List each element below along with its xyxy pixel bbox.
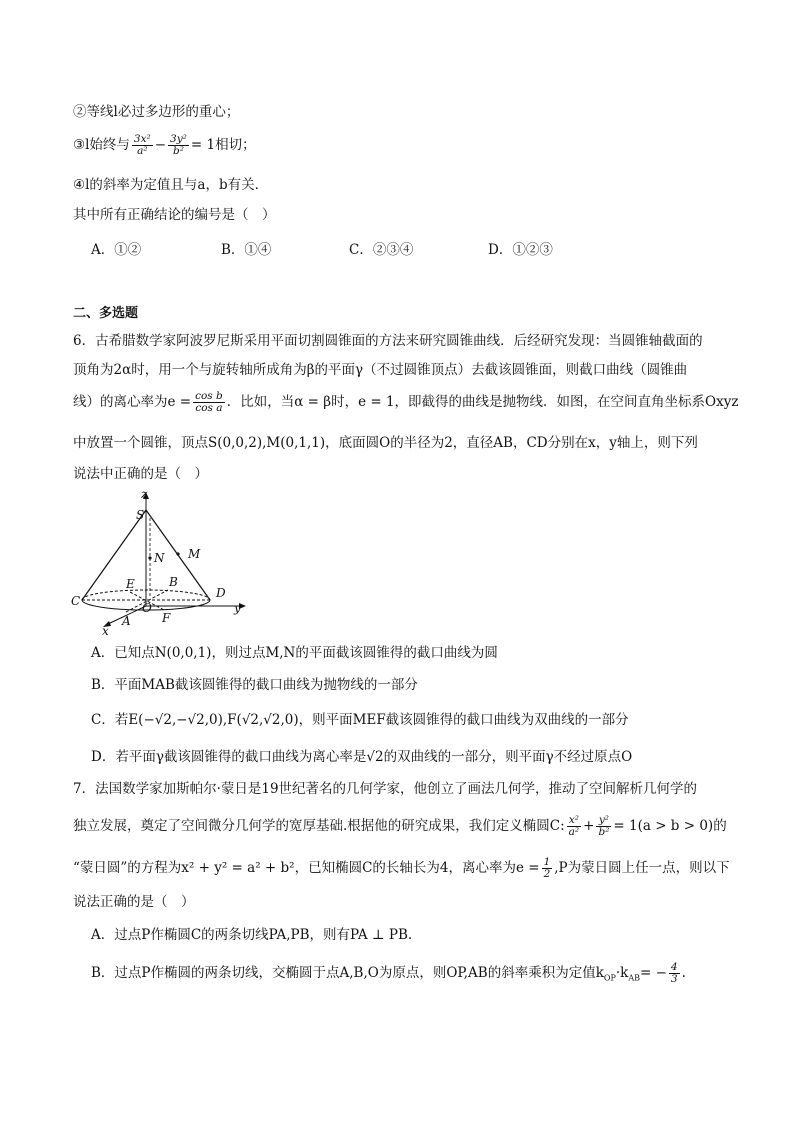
fraction-numerator: 4	[670, 961, 678, 973]
q5-statement-4: ④l的斜率为定值且与a，b有关．	[73, 177, 269, 193]
fraction-denominator: b²	[598, 826, 610, 838]
label-b: B	[169, 575, 178, 589]
q5-option-d: D．①②③	[488, 242, 553, 258]
q7-option-b	[91, 962, 686, 988]
subscript-op: OP	[603, 973, 616, 983]
fraction-numerator: 1	[543, 856, 551, 868]
fraction-numerator: x²	[567, 815, 581, 827]
q7-option-a: A．过点P作椭圆C的两条切线PA,PB，则有PA ⊥ PB.	[91, 927, 413, 943]
plus-sign: +	[583, 818, 595, 834]
fraction	[567, 815, 581, 838]
q6-eccentricity-prefix: 线）的离心率为e =	[73, 394, 192, 410]
point-n	[148, 556, 151, 559]
fraction-denominator: cos a	[195, 402, 223, 414]
label-s: S	[136, 508, 145, 522]
label-x: x	[102, 624, 109, 638]
subscript-ab: AB	[628, 973, 640, 983]
q6-stem-line-3-suffix: ．比如，当α = β时，e = 1，即截得的曲线是抛物线．如图，在空间直角坐标系Oxyz	[226, 394, 739, 410]
label-d: D	[216, 586, 226, 600]
q7-stem-line-2-suffix: = 1(a > b > 0)的	[613, 818, 727, 834]
q6-stem-line-2: 顶角为2α时，用一个与旋转轴所成角为β的平面γ（不过圆锥顶点）去截该圆锥面，则截口曲线（圆锥曲	[73, 362, 688, 378]
label-a: A	[122, 614, 131, 628]
cone-figure	[68, 488, 258, 638]
label-y: y	[234, 601, 241, 615]
fraction-denominator: 2	[543, 868, 551, 880]
q7-stem-line-3-prefix: “蒙日圆”的方程为x² + y² = a² + b²，已知椭圆C的长轴长为4，离心率为e =	[73, 860, 540, 876]
fraction-numerator: 3y²	[170, 133, 187, 145]
q5-option-c: C．②③④	[349, 242, 414, 258]
q7-stem-line-2	[73, 815, 727, 838]
q6-stem-line-5: 说法中正确的是（ ）	[73, 466, 208, 482]
fraction-numerator: y²	[596, 815, 611, 827]
q6-option-b: B．平面MAB截该圆锥得的截口曲线为抛物线的一部分	[91, 677, 418, 693]
fraction-denominator: a²	[137, 145, 148, 157]
fraction-denominator: a²	[568, 826, 580, 838]
q6-stem-line-3	[73, 391, 738, 414]
fraction	[542, 857, 553, 880]
q7-option-b-text: B．过点P作椭圆的两条切线，交椭圆于点A,B,O为原点，则OP,AB的斜率乘积为定值k	[91, 965, 604, 981]
q6-stem-line-1: 6．古希腊数学家阿波罗尼斯采用平面切割圆锥面的方法来研究圆锥曲线．后经研究发现：当圆锥轴截面的	[73, 333, 703, 349]
label-o: O	[142, 601, 152, 615]
q5-statement-2: ②等线l必过多边形的重心；	[73, 104, 240, 120]
cone-left-edge	[82, 510, 146, 600]
dot-k: ·k	[615, 965, 629, 981]
fraction	[132, 134, 153, 157]
label-f: F	[162, 611, 171, 625]
fraction	[193, 391, 225, 414]
label-z: z	[141, 488, 148, 501]
q5-statement-3	[73, 134, 256, 157]
q5-statement-3-suffix: = 1相切；	[190, 137, 256, 153]
q5-prompt: 其中所有正确结论的编号是（ ）	[73, 207, 276, 223]
q6-option-a: A．已知点N(0,0,1)，则过点M,N的平面截该圆锥得的截口曲线为圆	[91, 645, 498, 661]
fraction-numerator: 3x²	[133, 133, 151, 145]
q5-statement-3-prefix: ③l始终与	[73, 137, 130, 153]
point-m	[176, 552, 179, 555]
q7-stem-line-4: 说法正确的是（ ）	[73, 894, 195, 910]
q6-option-d: D．若平面γ截该圆锥得的截口曲线为离心率是√2的双曲线的一部分，则平面γ不经过原点O	[91, 749, 633, 765]
fraction	[596, 815, 611, 838]
fraction-denominator: b²	[172, 145, 184, 157]
q7-stem-line-3-suffix: ,P为蒙日圆上任一点，则以下	[554, 860, 730, 876]
minus-sign: −	[154, 137, 167, 153]
label-m: M	[188, 547, 201, 561]
q6-option-c: C．若E(−√2,−√2,0),F(√2,√2,0)，则平面MEF截该圆锥得的截口曲线为双曲线的一部分	[91, 712, 629, 728]
q7-stem-line-3	[73, 857, 730, 880]
q7-stem-line-1: 7．法国数学家加斯帕尔·蒙日是19世纪著名的几何学家，他创立了画法几何学，推动了空间解析几何学的	[73, 781, 698, 797]
q5-option-a: A．①②	[91, 242, 142, 258]
label-c: C	[71, 594, 81, 608]
section-heading: 二、多选题	[73, 306, 139, 321]
q5-option-b: B．①④	[221, 242, 272, 258]
label-e: E	[126, 577, 135, 591]
equals-minus: = −	[639, 965, 667, 981]
label-n: N	[154, 551, 165, 565]
fraction	[168, 134, 189, 157]
q6-stem-line-4: 中放置一个圆锥，顶点S(0,0,2),M(0,1,1)，底面圆O的半径为2，直径AB，CD分别在x，y轴上，则下列	[73, 435, 698, 451]
fraction-denominator: 3	[670, 973, 678, 985]
period: .	[681, 965, 686, 981]
q7-stem-line-2-prefix: 独立发展，奠定了空间微分几何学的宽厚基础.根据他的研究成果，我们定义椭圆C:	[73, 818, 565, 834]
fraction-numerator: cos b	[195, 390, 223, 402]
fraction	[669, 962, 680, 985]
